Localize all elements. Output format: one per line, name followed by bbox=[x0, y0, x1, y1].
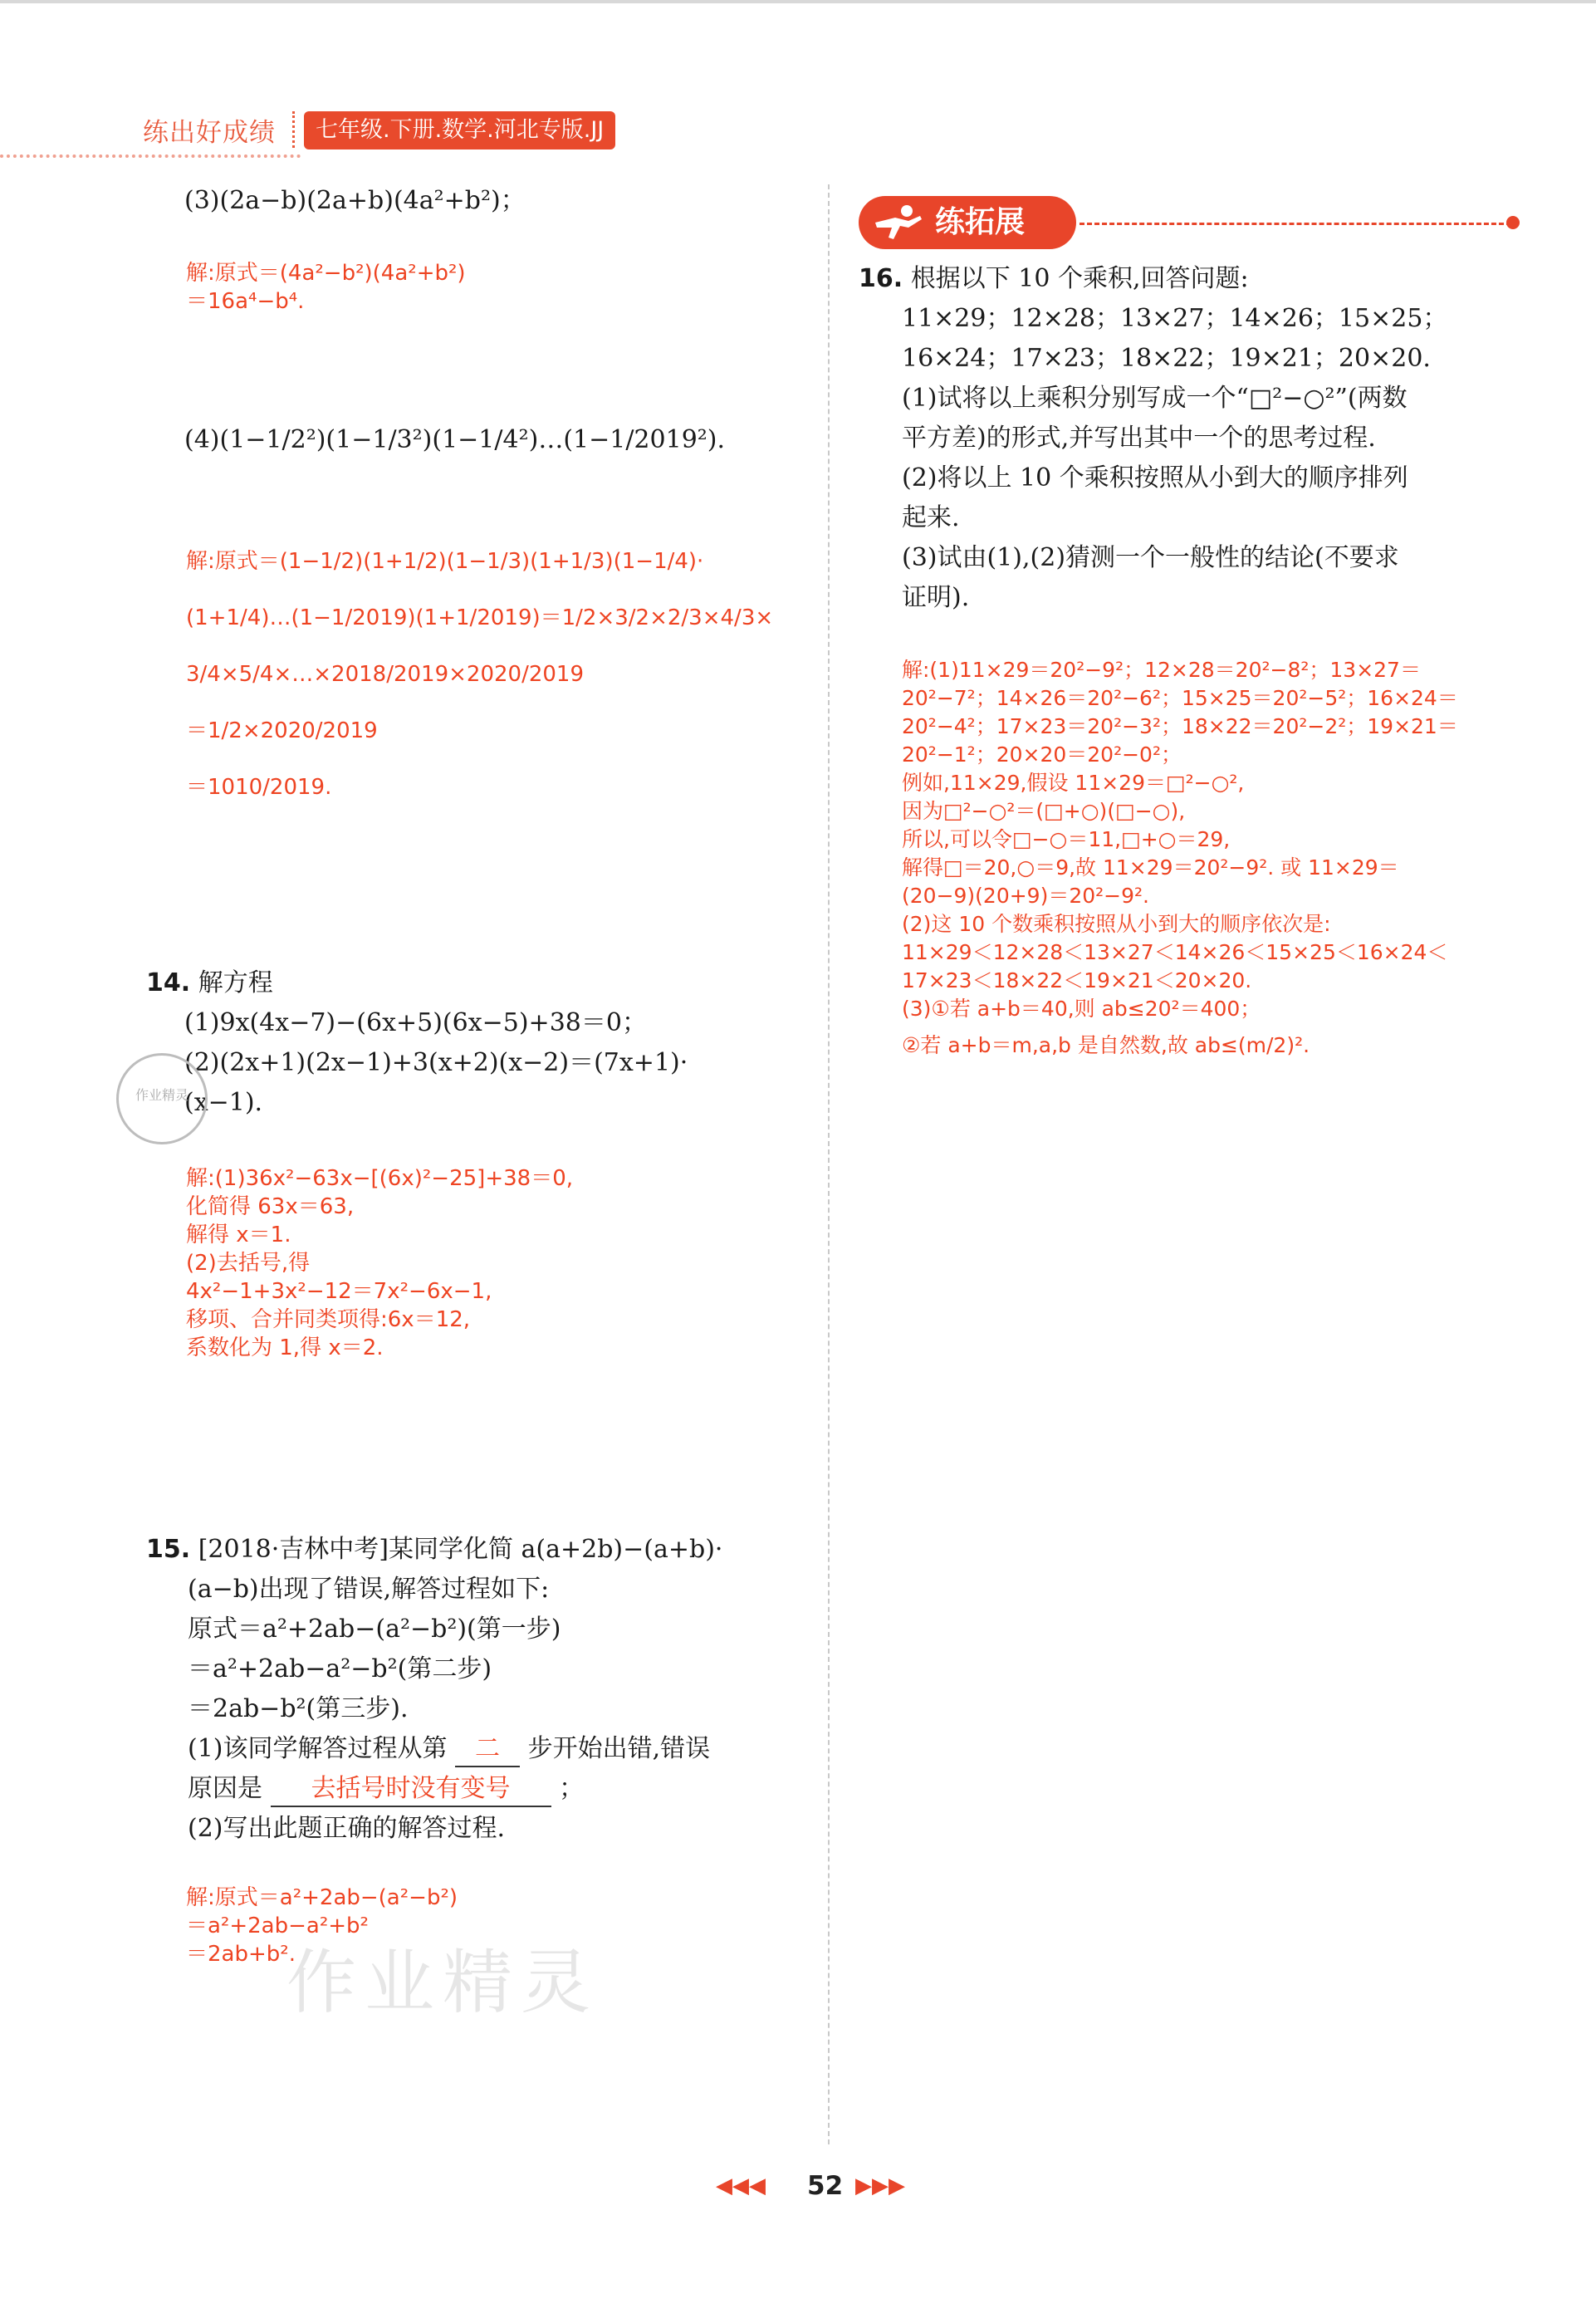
answer-line: (1+1/4)…(1−1/2019)(1+1/2019)＝1/2×3/2×2/3×4/3× bbox=[186, 605, 774, 630]
q16-body bbox=[902, 299, 1447, 618]
header-badge: 七年级.下册.数学.河北专版.JJ bbox=[304, 111, 615, 149]
answer-line: 20²−4²；17×23＝20²−3²；18×22＝20²−2²；19×21＝ bbox=[902, 714, 1458, 738]
q15-sub1-text: (1)该同学解答过程从第 bbox=[188, 1734, 448, 1763]
q15-line: ＝2ab−b²(第三步). bbox=[188, 1694, 409, 1723]
answer-line: 所以,可以令□−○＝11,□+○＝29, bbox=[902, 827, 1231, 851]
answer-line: 11×29＜12×28＜13×27＜14×26＜15×25＜16×24＜ bbox=[902, 940, 1448, 964]
q15-number: 15. bbox=[146, 1535, 191, 1564]
answer-line: 例如,11×29,假设 11×29＝□²−○², bbox=[902, 771, 1245, 795]
q14-answer bbox=[186, 1164, 573, 1362]
q14-title-text: 解方程 bbox=[198, 968, 273, 997]
answer-line: 17×23＜18×22＜19×21＜20×20. bbox=[902, 968, 1252, 992]
q16-number: 16. bbox=[859, 264, 903, 293]
section-rule bbox=[1080, 223, 1511, 225]
q16-line: 16×24；17×23；18×22；19×21；20×20. bbox=[902, 344, 1431, 373]
q15-sub1 bbox=[188, 1729, 710, 1769]
answer-line: 解:原式＝(4a²−b²)(4a²+b²) bbox=[186, 261, 466, 286]
q14-body bbox=[184, 1003, 688, 1123]
next-arrows-icon: ▶▶▶ bbox=[855, 2173, 905, 2198]
watermark: 作业精灵 bbox=[286, 1942, 600, 2023]
answer-line: 解得□＝20,○＝9,故 11×29＝20²−9². 或 11×29＝ bbox=[902, 855, 1399, 880]
answer-line: (2)去括号,得 bbox=[186, 1251, 311, 1276]
q13-part4-answer bbox=[186, 533, 773, 816]
answer-line: 20²−7²；14×26＝20²−6²；15×25＝20²−5²；16×24＝ bbox=[902, 686, 1458, 710]
runner-icon bbox=[870, 203, 925, 243]
q15-sub1-reason bbox=[188, 1769, 710, 1809]
q16-line: 11×29；12×28；13×27；14×26；15×25； bbox=[902, 304, 1448, 333]
page-footer bbox=[716, 2169, 932, 2203]
q15-lead-text: [2018·吉林中考]某同学化简 a(a+2b)−(a+b)· bbox=[198, 1535, 723, 1564]
answer-line: 解得 x＝1. bbox=[186, 1223, 291, 1247]
q15-line: 原式＝a²+2ab−(a²−b²)(第一步) bbox=[188, 1615, 561, 1644]
q14-line: (x−1). bbox=[184, 1088, 263, 1117]
q16-lead bbox=[859, 259, 1249, 299]
answer-line: 3/4×5/4×…×2018/2019×2020/2019 bbox=[186, 662, 585, 687]
answer-line: ＝1010/2019. bbox=[186, 775, 332, 800]
q16-line: (2)将以上 10 个乘积按照从小到大的顺序排列 bbox=[902, 463, 1408, 492]
q16-line: 起来. bbox=[902, 503, 960, 532]
answer-line: 解:原式＝(1−1/2)(1+1/2)(1−1/3)(1+1/3)(1−1/4)· bbox=[186, 549, 704, 574]
q15-reason-end: ； bbox=[559, 1774, 585, 1803]
column-divider bbox=[828, 184, 830, 2144]
q16-line: (1)试将以上乘积分别写成一个“□²−○²”(两数 bbox=[902, 384, 1408, 413]
q15-reason-label: 原因是 bbox=[188, 1774, 262, 1803]
q15-blank-step[interactable]: 二 bbox=[455, 1732, 520, 1767]
answer-line: (20−9)(20+9)＝20²−9². bbox=[902, 884, 1149, 908]
answer-line: ＝2ab+b². bbox=[186, 1942, 296, 1967]
q13-part3-answer bbox=[186, 259, 466, 316]
answer-line: 解:原式＝a²+2ab−(a²−b²) bbox=[186, 1885, 458, 1910]
answer-line: ＝1/2×2020/2019 bbox=[186, 718, 378, 743]
answer-line: 系数化为 1,得 x＝2. bbox=[186, 1335, 384, 1360]
q14-line: (1)9x(4x−7)−(6x+5)(6x−5)+38＝0； bbox=[184, 1008, 647, 1037]
q15-blank-reason[interactable]: 去括号时没有变号 bbox=[271, 1772, 551, 1807]
q15-sub1-after: 步开始出错,错误 bbox=[527, 1734, 711, 1763]
q15-lead bbox=[146, 1530, 722, 1570]
q14-title bbox=[146, 963, 273, 1003]
answer-line: 解:(1)36x²−63x−[(6x)²−25]+38＝0, bbox=[186, 1166, 573, 1191]
answer-line: 20²−1²；20×20＝20²−0²； bbox=[902, 742, 1182, 767]
q16-line: 证明). bbox=[902, 583, 970, 612]
q15-line: (a−b)出现了错误,解答过程如下: bbox=[188, 1575, 550, 1604]
answer-line: 4x²−1+3x²−12＝7x²−6x−1, bbox=[186, 1279, 492, 1304]
answer-line: 化简得 63x＝63, bbox=[186, 1194, 355, 1219]
header-divider bbox=[292, 111, 300, 148]
answer-line: ＝16a⁴−b⁴. bbox=[186, 289, 305, 314]
q15-body bbox=[188, 1570, 710, 1849]
header-title: 练出好成绩 bbox=[143, 118, 276, 148]
answer-line: 解:(1)11×29＝20²−9²；12×28＝20²−8²；13×27＝ bbox=[902, 658, 1421, 682]
answer-line: 因为□²−○²＝(□+○)(□−○), bbox=[902, 799, 1186, 823]
answer-line: 移项、合并同类项得:6x＝12, bbox=[186, 1307, 471, 1332]
q16-line: 平方差)的形式,并写出其中一个的思考过程. bbox=[902, 424, 1376, 453]
q15-line: ＝a²+2ab−a²−b²(第二步) bbox=[188, 1654, 492, 1683]
section-badge bbox=[859, 196, 1076, 249]
answer-line: (2)这 10 个数乘积按照从小到大的顺序依次是: bbox=[902, 912, 1331, 936]
q13-part3: (3)(2a−b)(2a+b)(4a²+b²)； bbox=[184, 186, 526, 215]
prev-arrows-icon: ◀◀◀ bbox=[716, 2173, 766, 2198]
q13-part4: (4)(1−1/2²)(1−1/3²)(1−1/4²)…(1−1/2019²). bbox=[184, 425, 726, 454]
page-number: 52 bbox=[807, 2171, 844, 2201]
q14-line: (2)(2x+1)(2x−1)+3(x+2)(x−2)＝(7x+1)· bbox=[184, 1048, 688, 1077]
q16-lead-text: 根据以下 10 个乘积,回答问题: bbox=[910, 264, 1249, 293]
section-title: 练拓展 bbox=[935, 205, 1026, 239]
stamp-logo bbox=[116, 1053, 208, 1144]
q16-answer bbox=[902, 656, 1458, 1060]
q14-number: 14. bbox=[146, 968, 191, 997]
stamp-text: 作业精灵 bbox=[135, 1087, 188, 1103]
q16-line: (3)试由(1),(2)猜测一个一般性的结论(不要求 bbox=[902, 543, 1399, 572]
answer-line: ＝a²+2ab−a²+b² bbox=[186, 1914, 369, 1938]
top-border bbox=[0, 0, 1596, 3]
answer-line: (3)①若 a+b＝40,则 ab≤20²＝400； bbox=[902, 997, 1261, 1021]
header-dotted-rule bbox=[0, 154, 301, 158]
answer-line: ②若 a+b＝m,a,b 是自然数,故 ab≤(m/2)². bbox=[902, 1033, 1310, 1057]
q15-sub2: (2)写出此题正确的解答过程. bbox=[188, 1814, 506, 1843]
section-dot bbox=[1506, 216, 1520, 229]
